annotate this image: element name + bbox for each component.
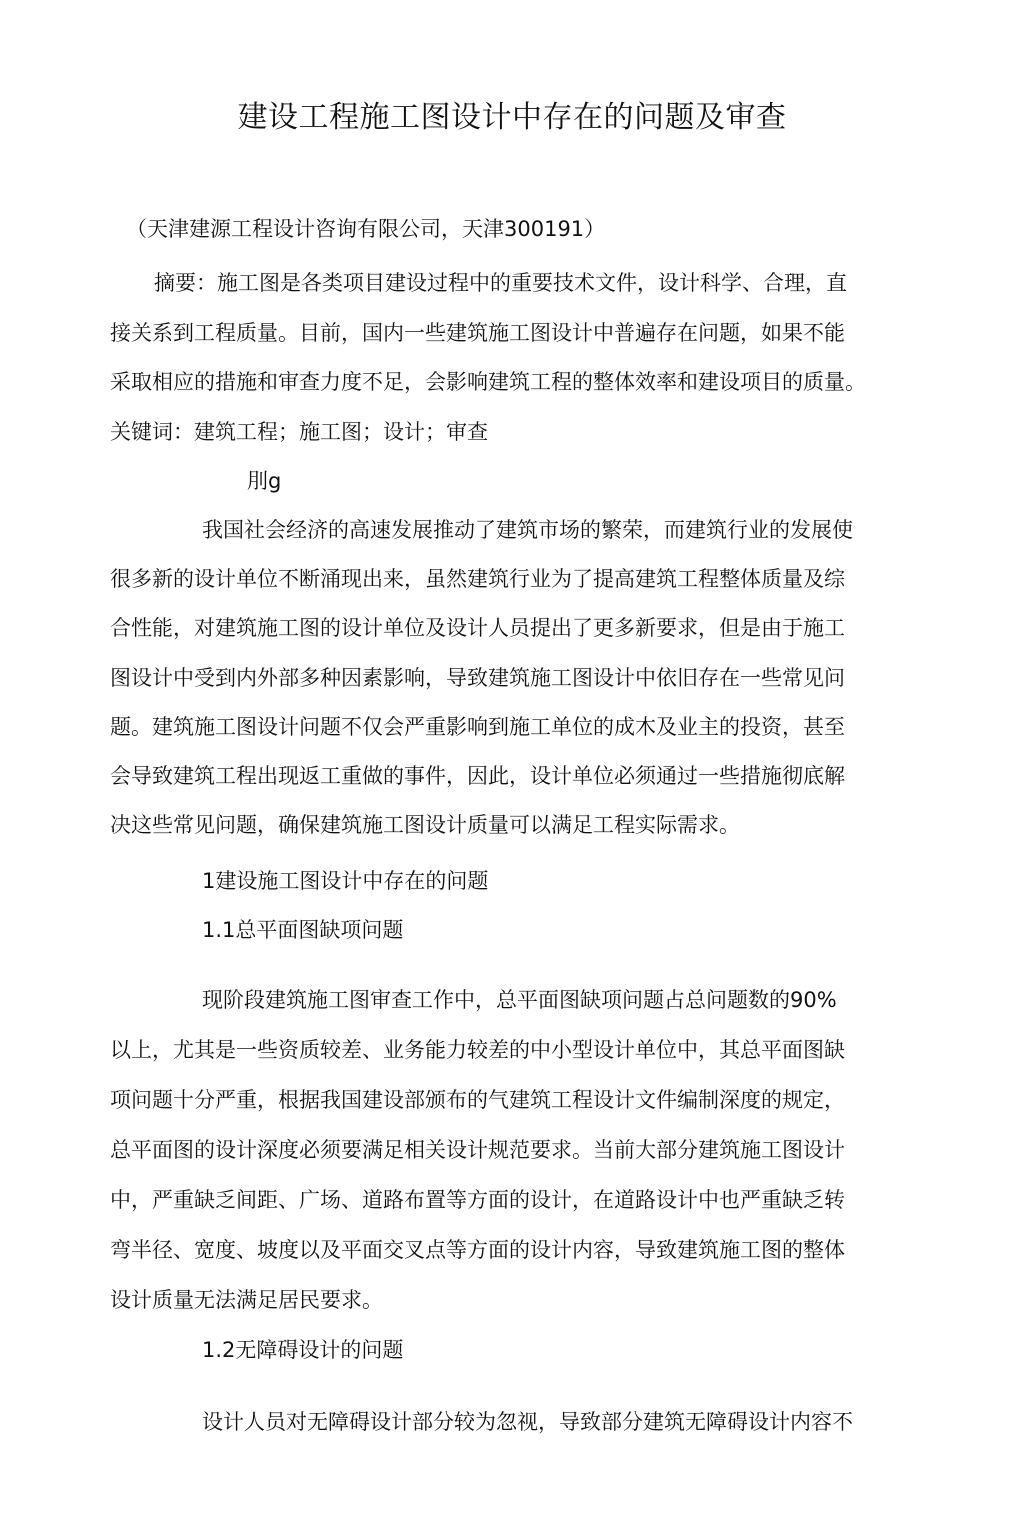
section-1-1-line: 项问题十分严重，根据我国建设部颁布的气建筑工程设计文件编制深度的规定， (110, 1088, 845, 1112)
affiliation-line: （天津建源工程设计咨询有限公司，天津300191） (126, 217, 606, 241)
intro-line: 会导致建筑工程出现返工重做的事件，因此，设计单位必须通过一些措施彻底解 (110, 763, 845, 788)
section-1-1-paragraph (110, 975, 845, 1325)
intro-paragraph (110, 506, 853, 850)
keywords-line: 关键词：建筑工程；施工图；设计；审查 (110, 419, 488, 444)
intro-line: 我国社会经济的高速发展推动了建筑市场的繁荣，而建筑行业的发展使 (202, 518, 853, 542)
intro-line: 图设计中受到内外部多种因素影响，导致建筑施工图设计中依旧存在一些常见问 (110, 665, 845, 690)
section-1-1-line: 弯半径、宽度、坡度以及平面交叉点等方面的设计内容，导致建筑施工图的整体 (110, 1238, 845, 1262)
section-1-1-line: 设计质量无法满足居民要求。 (110, 1288, 383, 1312)
section-1-2-heading: 1.2无障碍设计的问题 (202, 1338, 404, 1362)
intro-line: 合性能，对建筑施工图的设计单位及设计人员提出了更多新要求，但是由于施工 (110, 616, 845, 641)
abstract-line: 接关系到工程质量。目前，国内一些建筑施工图设计中普遍存在问题，如果不能 (110, 320, 845, 345)
section-1-1-line: 总平面图的设计深度必须要满足相关设计规范要求。当前大部分建筑施工图设计 (110, 1138, 845, 1162)
document-title: 建设工程施工图设计中存在的问题及审查 (237, 100, 787, 135)
section-1-2-line: 设计人员对无障碍设计部分较为忽视，导致部分建筑无障碍设计内容不 (202, 1410, 853, 1434)
section-1-1-line: 以上，尤其是一些资质较差、业务能力较差的中小型设计单位中，其总平面图缺 (110, 1038, 845, 1062)
intro-line: 决这些常见问题，确保建筑施工图设计质量可以满足工程实际需求。 (110, 813, 740, 838)
intro-line: 很多新的设计单位不断涌现出来，虽然建筑行业为了提高建筑工程整体质量及综 (110, 567, 845, 592)
abstract-line: 摘要：施工图是各类项目建设过程中的重要技术文件，设计科学、合理，直 (154, 271, 847, 295)
abstract-line: 采取相应的措施和审查力度不足，会影响建筑工程的整体效率和建设项目的质量。 (110, 370, 866, 394)
foreword-heading: 刖g (247, 469, 282, 493)
section-1-1-line: 现阶段建筑施工图审查工作中，总平面图缺项问题占总问题数的90% (202, 988, 837, 1012)
section-1-1-line: 中，严重缺乏间距、广场、道路布置等方面的设计，在道路设计中也严重缺乏转 (110, 1188, 845, 1212)
abstract-block (110, 259, 866, 457)
section-1-heading: 1建设施工图设计中存在的问题 (202, 869, 489, 893)
intro-line: 题。建筑施工图设计问题不仅会严重影响到施工单位的成木及业主的投资，甚至 (110, 714, 845, 739)
section-1-1-heading: 1.1总平面图缺项问题 (202, 918, 404, 942)
